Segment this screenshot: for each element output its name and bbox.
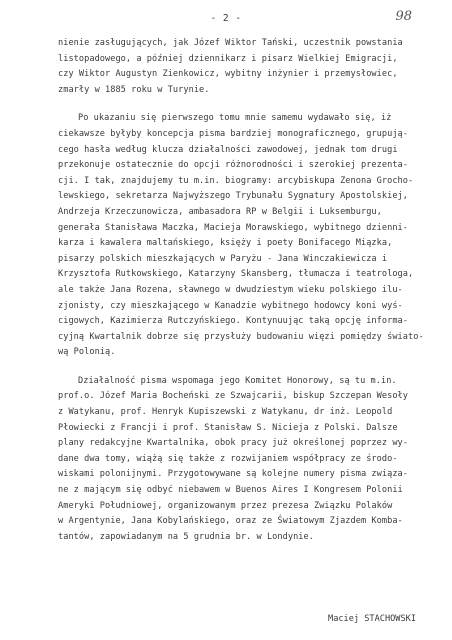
archive-page-number: 98 bbox=[395, 9, 412, 24]
text-line: pisarzy polskich mieszkających w Paryżu - Jana Winczakiewicza i bbox=[58, 253, 388, 264]
text-line: listopadowego, a później dziennikarz i pisarz Wielkiej Emigracji, bbox=[58, 53, 398, 64]
text-line: Krzysztofa Rutkowskiego, Katarzyny Skansberg, tłumacza i teatrologa, bbox=[58, 269, 414, 280]
text-line: ciekawsze byłyby koncepcja pisma bardziej monograficznego, grupują- bbox=[58, 128, 408, 139]
text-line: ne z mającym się odbyć niebawem w Buenos Aires I Kongresem Polonii bbox=[58, 485, 403, 496]
text-line: Ameryki Południowej, organizowanym przez prezesa Związku Polaków bbox=[58, 500, 393, 511]
text-line: czy Wiktor Augustyn Zienkowicz, wybitny inżynier i przemysłowiec, bbox=[58, 69, 398, 80]
text-line: wiskami polonijnymi. Przygotowywane są kolejne numery pisma związa- bbox=[58, 469, 408, 480]
text-line: generała Stanisława Maczka, Macieja Morawskiego, wybitnego dzienni- bbox=[58, 222, 408, 233]
text-line: Płowiecki z Francji i prof. Stanisław S. Nicieja z Polski. Dalsze bbox=[58, 422, 398, 433]
text-line: Po ukazaniu się pierwszego tomu mnie samemu wydawało się, iż bbox=[78, 113, 392, 124]
text-line: cigowych, Kazimierza Rutczyńskiego. Kontynuując taką opcję informa- bbox=[58, 316, 408, 327]
page-number: - 2 - bbox=[210, 13, 242, 24]
text-line: Działalność pisma wspomaga jego Komitet Honorowy, są tu m.in. bbox=[78, 375, 397, 386]
text-line: tantów, zapowiadanym na 5 grudnia br. w Londynie. bbox=[58, 531, 314, 542]
text-line: prof.o. Józef Maria Bocheński ze Szwajcarii, biskup Szczepan Wesoły bbox=[58, 391, 408, 402]
text-line: zjonisty, czy mieszkającego w Kanadzie wybitnego hodowcy koni wyś- bbox=[58, 300, 403, 311]
text-line: dane dwa tomy, wiążą się także z rozwijaniem współpracy ze środo- bbox=[58, 453, 398, 464]
text-line: w Argentynie, Jana Kobylańskiego, oraz ze Światowym Zjazdem Komba- bbox=[58, 516, 403, 527]
text-line: cji. I tak, znajdujemy tu m.in. biogramy: arcybiskupa Zenona Grocho- bbox=[58, 175, 414, 186]
author-signature: Maciej STACHOWSKI bbox=[328, 614, 416, 624]
text-line: wą Polonią. bbox=[58, 347, 116, 358]
text-line: przekonuje ostatecznie do opcji różnorodności i szerokiej prezenta- bbox=[58, 160, 408, 171]
text-line: cyjną Kwartalnik dobrze się przysłuży budowaniu więzi pomiędzy świato- bbox=[58, 331, 424, 342]
text-line: plany redakcyjne Kwartalnika, obok pracy już określonej poprzez wy- bbox=[58, 438, 408, 449]
text-line: karza i kawalera maltańskiego, księży i poety Bonifacego Miązka, bbox=[58, 238, 393, 249]
text-line: nienie zasługujących, jak Józef Wiktor Tański, uczestnik powstania bbox=[58, 38, 403, 48]
body-text bbox=[58, 36, 424, 545]
text-line: lewskiego, sekretarza Najwyższego Trybunału Sygnatury Apostolskiej, bbox=[58, 191, 408, 202]
paragraph bbox=[58, 374, 418, 546]
text-line: cego hasła według klucza działalności zawodowej, jednak tom drugi bbox=[58, 144, 398, 155]
text-line: ale także Jana Rozena, sławnego w dwudziestym wieku polskiego ilu- bbox=[58, 284, 403, 295]
text-line: zmarły w 1885 roku w Turynie. bbox=[58, 84, 210, 95]
text-line: z Watykanu, prof. Henryk Kupiszewski z Watykanu, dr inż. Leopold bbox=[58, 407, 393, 418]
paragraph bbox=[58, 111, 424, 361]
text-line: Andrzeja Krzeczunowicza, ambasadora RP w Belgii i Luksemburgu, bbox=[58, 206, 382, 217]
paragraph bbox=[58, 36, 418, 98]
